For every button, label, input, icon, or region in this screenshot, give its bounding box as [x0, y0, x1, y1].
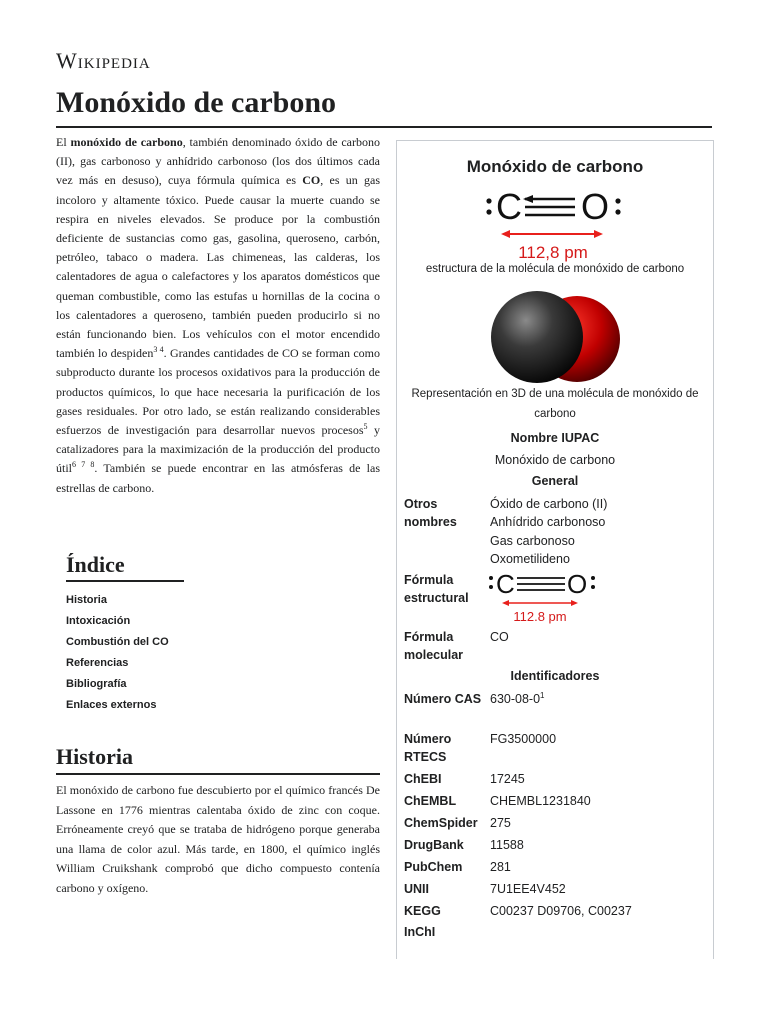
- small-structure-image[interactable]: [487, 569, 599, 627]
- toc-item-combustion[interactable]: Combustión del CO: [66, 636, 169, 648]
- table-of-contents: [66, 552, 186, 716]
- svg-text:112.8 pm: 112.8 pm: [513, 609, 567, 624]
- otros-nombres-values: [490, 495, 705, 568]
- ref-5[interactable]: 5: [363, 422, 368, 432]
- infobox: [396, 140, 714, 959]
- toc-item-bibliografia[interactable]: Bibliografía: [66, 678, 127, 690]
- pubchem-label: PubChem: [404, 860, 463, 874]
- drugbank-label: DrugBank: [404, 838, 464, 852]
- toc-item-referencias[interactable]: Referencias: [66, 657, 129, 669]
- chebi-label: ChEBI: [404, 772, 442, 786]
- identificadores-heading: Identificadores: [510, 669, 600, 683]
- formula-molecular-value: CO: [490, 630, 509, 644]
- historia-paragraph: El monóxido de carbono fue descubierto por el químico francés De Lassone en 1776 mientras calentaba óxido de zinc con coque. Erróneamente creyó que se trataba de hidrógeno porque generaba una llama de color azul. Más tarde, en 1800, el químico inglés William Cruikshank comprobó que dicho compuesto contenía carbono y oxígeno.: [56, 783, 380, 895]
- toc-title: Índice: [66, 552, 184, 582]
- chemspider-label: ChemSpider: [404, 816, 478, 830]
- formula-estructural-label: Fórmula estructural: [404, 573, 469, 605]
- ref-3-4[interactable]: 3 4: [153, 345, 164, 355]
- unii-label: UNII: [404, 882, 429, 896]
- cas-value[interactable]: $630-08-0^1$: [490, 690, 545, 706]
- iupac-value: Monóxido de carbono: [494, 453, 616, 467]
- svg-text:C: C: [496, 569, 515, 599]
- otro-nombre-1: Óxido de carbono (II): [490, 497, 608, 511]
- cas-ref[interactable]: 1: [540, 690, 545, 700]
- ref-6-7-8[interactable]: 6 7 8: [72, 460, 95, 470]
- toc-item-historia[interactable]: Historia: [66, 594, 107, 606]
- title-divider: [56, 126, 712, 128]
- molecule-3d-image[interactable]: [489, 287, 621, 387]
- unii-value[interactable]: 7U1EE4V452: [490, 882, 566, 896]
- lewis-c: C: [496, 187, 522, 227]
- chebi-value[interactable]: 17245: [490, 772, 525, 786]
- structure-caption: estructura de la molécula de monóxido de carbono: [425, 263, 685, 275]
- bond-length-label: 112,8 pm: [518, 243, 588, 262]
- rtecs-value[interactable]: FG3500000: [490, 732, 557, 746]
- drugbank-value[interactable]: 11588: [490, 838, 524, 852]
- iupac-heading: Nombre IUPAC: [510, 431, 600, 445]
- otro-nombre-3: Gas carbonoso: [490, 533, 575, 548]
- otro-nombre-2: Anhídrido carbonoso: [490, 515, 606, 530]
- historia-heading: Historia: [56, 744, 133, 769]
- page-title: Monóxido de carbono: [56, 86, 337, 119]
- formula-molecular-label: Fórmula molecular: [404, 630, 464, 662]
- bold-term: monóxido de carbono: [70, 135, 183, 149]
- otro-nombre-4: Oxometilideno: [490, 551, 570, 566]
- infobox-title: Monóxido de carbono: [466, 157, 644, 176]
- chembl-label: ChEMBL: [404, 794, 457, 808]
- lewis-o: O: [581, 187, 610, 227]
- wikipedia-wordmark[interactable]: Wikipedia: [56, 48, 151, 73]
- chembl-value[interactable]: CHEMBL1231840: [490, 794, 591, 808]
- svg-text:O: O: [567, 569, 588, 599]
- cas-label: Número CAS: [404, 692, 482, 706]
- molecule-3d-caption: Representación en 3D de una molécula de monóxido de carbono: [411, 388, 699, 420]
- toc-item-enlaces[interactable]: Enlaces externos: [66, 699, 157, 711]
- toc-item-intoxicacion[interactable]: Intoxicación: [66, 615, 131, 627]
- historia-divider: [56, 773, 380, 775]
- kegg-value[interactable]: C00237 D09706, C00237: [490, 904, 632, 918]
- inchi-label: InChI: [404, 925, 436, 939]
- chemspider-value[interactable]: 275: [490, 816, 511, 830]
- general-heading: General: [531, 474, 579, 488]
- formula-term: CO: [302, 173, 321, 188]
- rtecs-label: Número RTECS: [404, 732, 452, 764]
- otros-nombres-label: Otros nombres: [404, 497, 457, 529]
- kegg-label: KEGG: [404, 904, 441, 918]
- lewis-structure-image[interactable]: [483, 187, 633, 267]
- intro-paragraph: El monóxido de carbono, también denominado óxido de carbono (II), gas carbonoso y anhídrido carbonoso (los dos últimos cada vez más en desuso), cuya fórmula química es CO, es un gas incoloro y altamente tóxico. Puede causar la muerte cuando se respira en niveles elevados. Se produce por la combustión deficiente de sustancias como gas, gasolina, queroseno, carbón, petróleo, tabaco o madera. Las chimeneas, las calderas, los calentadores de agua o calefactores y los aparatos domésticos que queman combustible, como las estufas u hornillas de la cocina o los calentadores a queroseno, también pueden producirlo si no están funcionando bien. Los vehículos con el motor encendido también lo despiden$^{3 4}$. Grandes cantidades de CO se forman como subproducto durante los procesos oxidativos para la producción de productos químicos, lo que hace necesaria la purificación de los gases residuales. Por otro lado, se están realizando considerables esfuerzos de investigación para desarrollar nuevos procesos$^5$ y catalizadores para la maximización de la producción del producto útil$^{6 7 8}$. También se puede encontrar en las atmósferas de las estrellas de carbono.: [56, 135, 381, 495]
- pubchem-value[interactable]: 281: [490, 860, 511, 874]
